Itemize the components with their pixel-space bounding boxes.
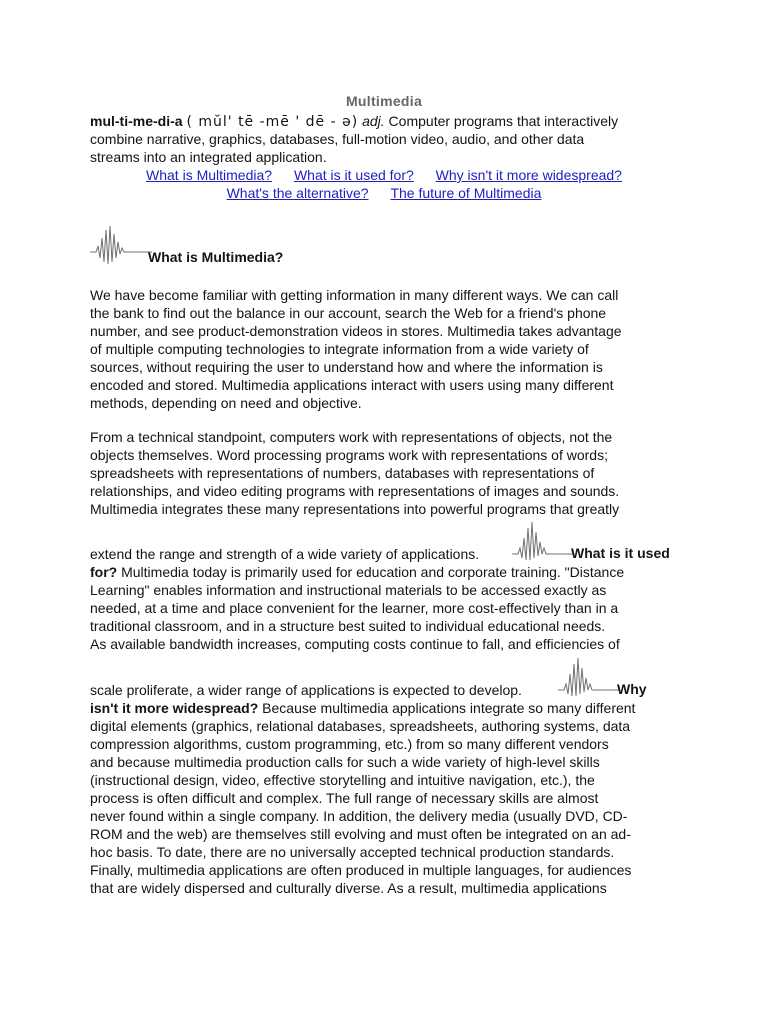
definition [90, 112, 690, 166]
para-line: (instructional design, video, effective storytelling and intuitive navigation, etc.), the [90, 772, 595, 788]
para-line: needed, at a time and place convenient for the learner, more cost-effectively than in a [90, 600, 619, 616]
definition-pronunciation: ( mŭl' tē -mē ' dē - ə) [186, 114, 359, 130]
para-line: Multimedia integrates these many representations into powerful programs that greatly [90, 501, 620, 517]
definition-word: mul-ti-me-di-a [90, 113, 183, 129]
link-future[interactable]: The future of Multimedia [390, 185, 542, 201]
para-line: From a technical standpoint, computers work with representations of objects, not the [90, 429, 613, 445]
section-heading-continued: isn't it more widespread? [90, 700, 259, 716]
para-line: that are widely dispersed and culturally diverse. As a result, multimedia applications [90, 880, 607, 896]
links-row-2 [0, 184, 768, 202]
para-line: the bank to find out the balance in our account, search the Web for a friend's phone [90, 305, 607, 321]
para-line: As available bandwidth increases, computing costs continue to fall, and efficiencies of [90, 636, 620, 652]
para-line: We have become familiar with getting information in many different ways. We can call [90, 287, 619, 303]
section1-paragraph-2 [90, 428, 690, 518]
definition-line-2: combine narrative, graphics, databases, full-motion video, audio, and other data [90, 131, 585, 147]
link-alternative[interactable]: What's the alternative? [226, 185, 369, 201]
section-heading-continued: for? [90, 564, 118, 580]
section-heading-what-is-it-used-for: What is it used [571, 545, 670, 561]
definition-line-3: streams into an integrated application. [90, 149, 327, 165]
para-line: ROM and the web) are themselves still evolving and must often be integrated on an ad- [90, 826, 631, 842]
para-line: never found within a single company. In addition, the delivery media (usually DVD, CD- [90, 808, 628, 824]
para-line: traditional classroom, and in a structure best suited to individual educational needs. [90, 618, 606, 634]
para-line: of multiple computing technologies to integrate information from a wide variety of [90, 341, 589, 357]
link-what-is-multimedia[interactable]: What is Multimedia? [146, 167, 273, 183]
para-line: process is often difficult and complex. The full range of necessary skills are almost [90, 790, 599, 806]
sound-wave-icon [512, 518, 574, 562]
link-what-is-it-used-for[interactable]: What is it used for? [293, 167, 414, 183]
para-line: number, and see product-demonstration videos in stores. Multimedia takes advantage [90, 323, 622, 339]
para-line: scale proliferate, a wider range of applications is expected to develop. [90, 682, 522, 698]
definition-part-of-speech: adj. [362, 113, 385, 129]
para-line: hoc basis. To date, there are no universally accepted technical production standards. [90, 844, 615, 860]
definition-text: Computer programs that interactively [384, 113, 619, 129]
para-line: isn't it more widespread? Because multimedia applications integrate so many different [90, 700, 636, 716]
para-line: extend the range and strength of a wide variety of applications. [90, 546, 480, 562]
para-line: objects themselves. Word processing programs work with representations of words; [90, 447, 608, 463]
page-title: Multimedia [345, 93, 423, 109]
para-line: digital elements (graphics, relational databases, spreadsheets, authoring systems, data [90, 718, 631, 734]
para-line: and because multimedia production calls for such a wide variety of high-level skills [90, 754, 600, 770]
section-heading-why-not-widespread: Why [617, 681, 647, 697]
section3-paragraph [90, 699, 690, 897]
para-line: compression algorithms, custom programming, etc.) from so many different vendors [90, 736, 609, 752]
para-line: methods, depending on need and objective. [90, 395, 362, 411]
section-heading-what-is-multimedia: What is Multimedia? [148, 249, 284, 265]
section-links [0, 166, 768, 202]
para-line: Finally, multimedia applications are often produced in multiple languages, for audiences [90, 862, 632, 878]
para-line: encoded and stored. Multimedia applications interact with users using many different [90, 377, 614, 393]
para-line: Learning" enables information and instructional materials to be accessed exactly as [90, 582, 607, 598]
section2-paragraph [90, 563, 690, 653]
para-line: for? Multimedia today is primarily used for education and corporate training. "Distance [90, 564, 625, 580]
sound-wave-icon [90, 222, 152, 266]
section1-paragraph-1 [90, 286, 690, 412]
links-row-1 [0, 166, 768, 184]
link-why-not-widespread[interactable]: Why isn't it more widespread? [435, 167, 622, 183]
definition-line-1 [90, 112, 690, 130]
para-line: sources, without requiring the user to understand how and where the information is [90, 359, 603, 375]
sound-wave-icon [558, 654, 620, 698]
para-line: spreadsheets with representations of numbers, databases with representations of [90, 465, 595, 481]
para-line: relationships, and video editing programs with representations of images and sounds. [90, 483, 620, 499]
